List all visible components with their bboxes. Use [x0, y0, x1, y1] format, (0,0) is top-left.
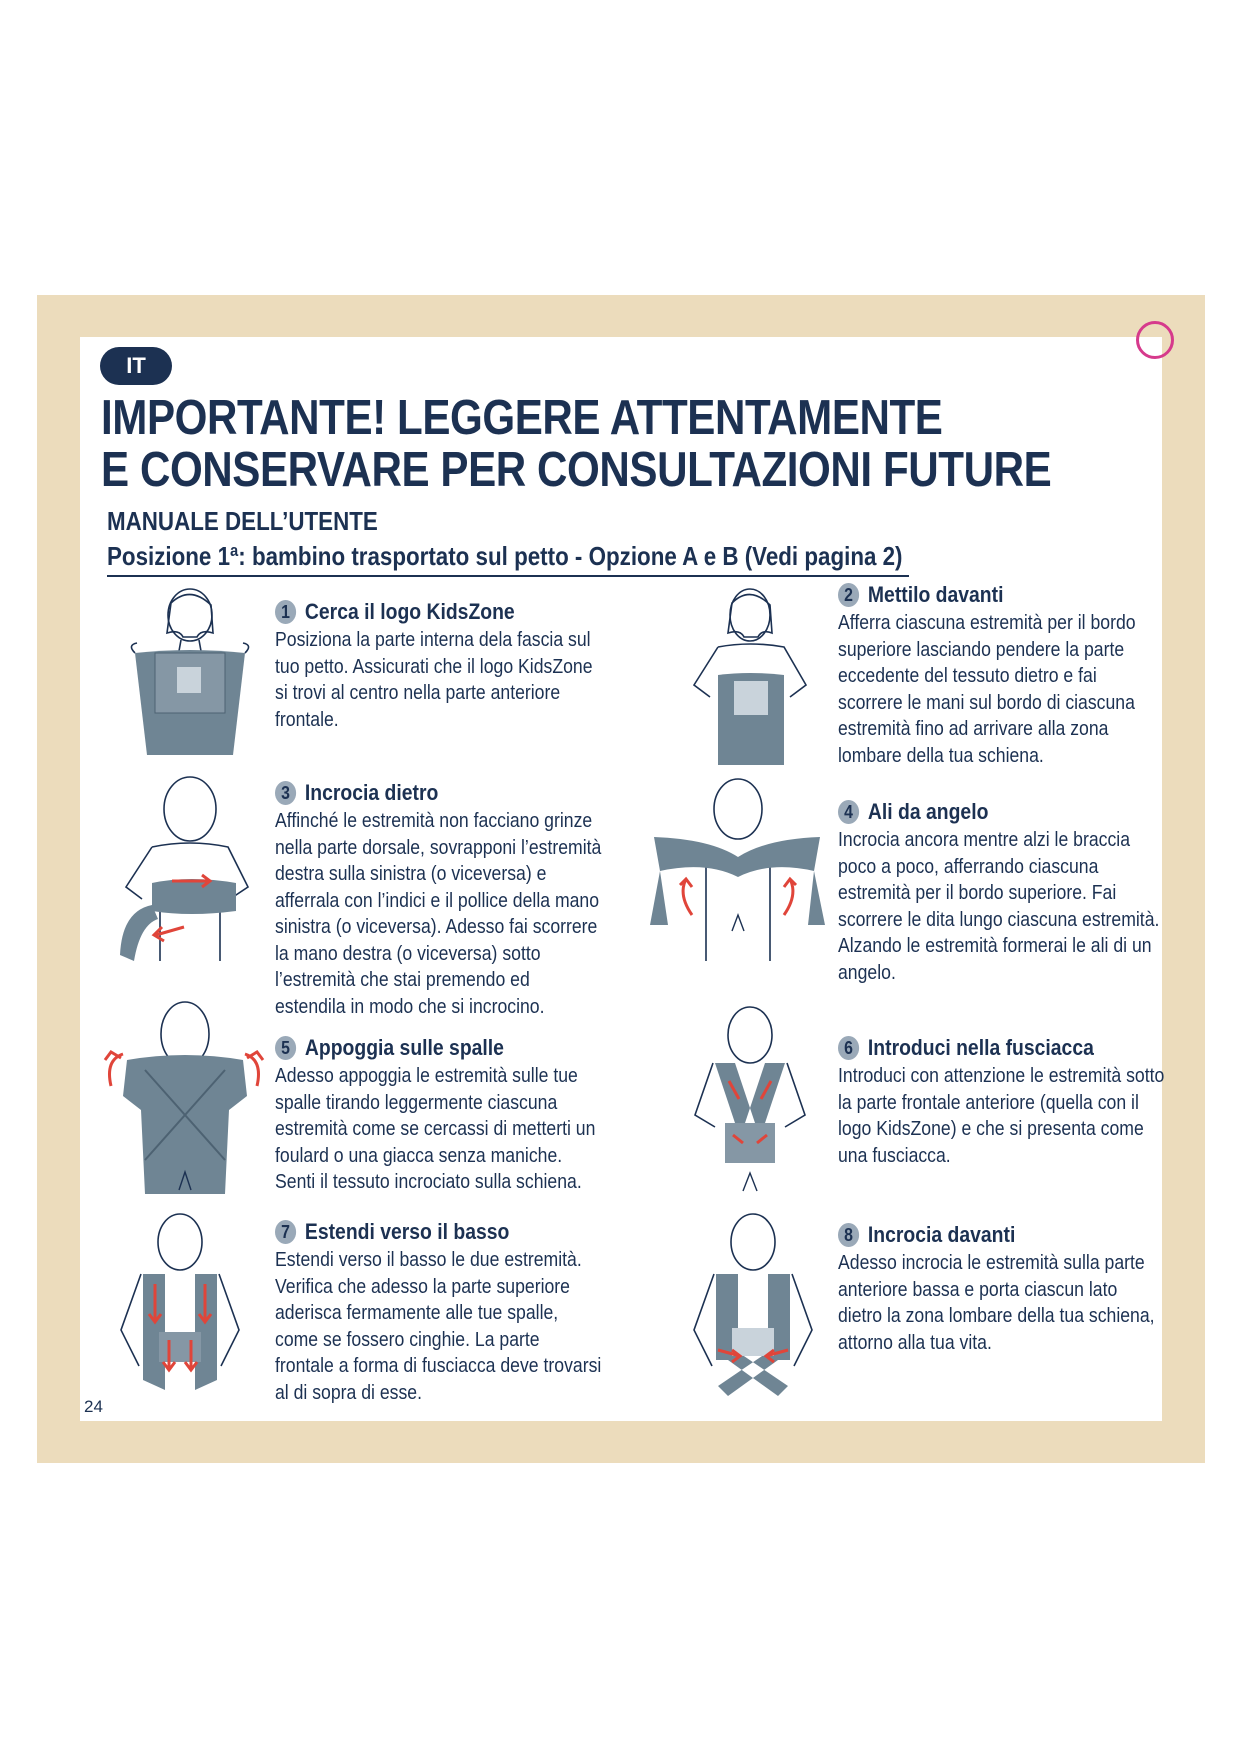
step-text: Incrocia ancora mentre alzi le braccia poco a poco, afferrando ciascuna estremità per il bordo superiore. Fai scorrere le dita lungo ciascuna estremità. Alzando le estremità formerai le ali di un angelo.: [838, 828, 1160, 984]
page-title: [101, 393, 1051, 497]
step-number: 7: [275, 1220, 296, 1244]
title-line-2: E CONSERVARE PER CONSULTAZIONI FUTURE: [101, 442, 1052, 497]
step-6: [838, 1035, 1178, 1169]
corner-ring-icon: [1136, 321, 1174, 359]
step-number: 6: [838, 1036, 859, 1060]
step-title: Appoggia sulle spalle: [304, 1035, 504, 1060]
step-text: Adesso appoggia le estremità sulle tue spalle tirando leggermente ciascuna estremità come se cercassi di metterti un foulard o una giacca senza maniche. Senti il tessuto incrociato sulla schiena.: [275, 1064, 596, 1193]
step-4: [838, 799, 1178, 986]
page-number: 24: [84, 1397, 103, 1416]
step-number: 1: [275, 600, 296, 624]
step-number: 8: [838, 1223, 859, 1247]
step-2-illustration: [688, 585, 813, 765]
step-text: Adesso incrocia le estremità sulla parte anteriore bassa e porta ciascun lato dietro la zona lombare della tua schiena, attorno alla tua vita.: [838, 1251, 1155, 1354]
step-title: Incrocia davanti: [867, 1222, 1016, 1247]
step-number: 4: [838, 800, 859, 824]
heading-underline: [107, 575, 909, 577]
title-line-1: IMPORTANTE! LEGGERE ATTENTAMENTE: [101, 391, 943, 445]
step-4-illustration: [650, 775, 825, 965]
step-8-illustration: [688, 1210, 818, 1400]
step-3: [275, 780, 615, 1020]
step-title: Estendi verso il basso: [304, 1219, 510, 1244]
step-title: Introduci nella fusciacca: [867, 1035, 1094, 1060]
step-1-illustration: [115, 585, 265, 765]
step-text: Introduci con attenzione le estremità sotto la parte frontale anteriore (quella con il logo KidsZone) e che si presenta come una fusciacca.: [838, 1064, 1165, 1167]
language-badge: IT: [100, 347, 172, 385]
step-text: Estendi verso il basso le due estremità. Verifica che adesso la parte superiore aderisca fermamente alle tue spalle, come se fossero cinghie. La parte frontale a forma di fusciacca deve trovarsi al di sopra di esse.: [275, 1248, 602, 1404]
step-title: Incrocia dietro: [304, 780, 439, 805]
step-text: Affinché le estremità non facciano grinze nella parte dorsale, sovrapponi l’estremità destra sulla sinistra (o viceversa) e afferrala con l’indici e il pollice della mano sinistra (o viceversa). Adesso fai scorrere la mano destra (o viceversa) sotto l’estremità che stai premendo ed estendila in modo che si incrocino.: [275, 809, 602, 1018]
manual-subtitle: MANUALE DELL’UTENTE: [107, 506, 378, 536]
step-number: 3: [275, 781, 296, 805]
position-heading: Posizione 1ª: bambino trasportato sul petto - Opzione A e B (Vedi pagina 2): [107, 541, 903, 571]
step-3-illustration: [112, 775, 262, 965]
step-number: 5: [275, 1036, 296, 1060]
step-text: Posiziona la parte interna dela fascia sul tuo petto. Assicurati che il logo KidsZone si trovi al centro nella parte anteriore frontale.: [275, 628, 593, 731]
step-1: [275, 599, 615, 733]
step-title: Ali da angelo: [867, 799, 989, 824]
step-6-illustration: [685, 1003, 815, 1195]
step-5-illustration: [97, 1000, 272, 1195]
step-5: [275, 1035, 615, 1196]
step-2: [838, 582, 1178, 769]
step-7-illustration: [115, 1210, 245, 1400]
step-8: [838, 1222, 1178, 1356]
step-title: Cerca il logo KidsZone: [304, 599, 515, 624]
step-text: Afferra ciascuna estremità per il bordo superiore lasciando pendere la parte eccedente del tessuto dietro e fai scorrere le mani sul bordo di ciascuna estremità fino ad arrivare alla zona lombare della tua schiena.: [838, 611, 1136, 767]
step-7: [275, 1219, 615, 1406]
step-title: Mettilo davanti: [867, 582, 1004, 607]
step-number: 2: [838, 583, 859, 607]
